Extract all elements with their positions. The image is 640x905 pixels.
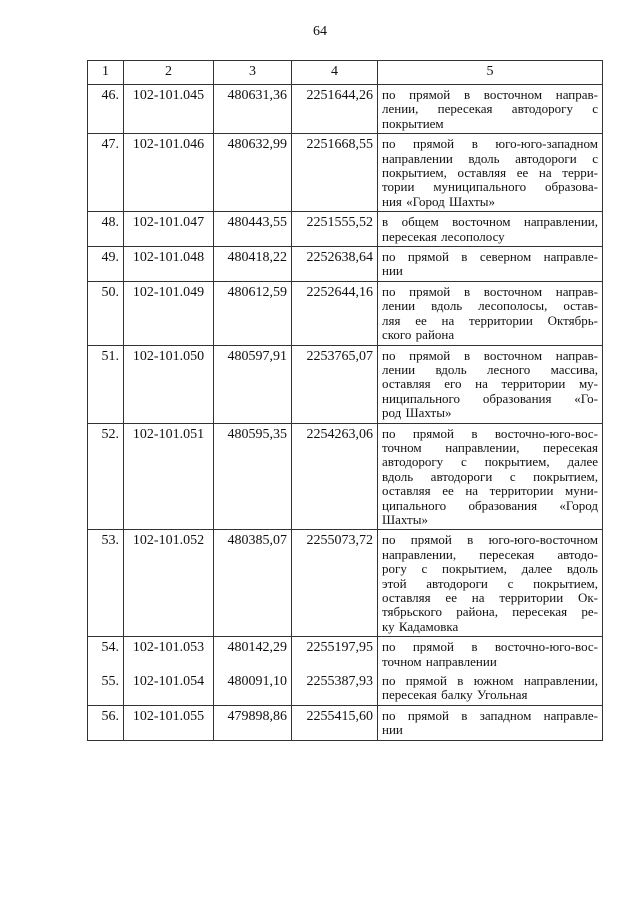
- table-row: [88, 423, 603, 530]
- x-coordinate: 480443,55: [214, 212, 292, 247]
- x-coordinate: 480091,10: [214, 671, 292, 705]
- y-coordinate: 2251668,55: [292, 134, 378, 212]
- x-coordinate: 480142,29: [214, 637, 292, 671]
- description-line: точном направлении: [382, 653, 497, 669]
- description-line: направлении, пересекая автодо-: [382, 546, 598, 562]
- x-coordinate: 480418,22: [214, 247, 292, 282]
- row-number: 51.: [88, 345, 124, 423]
- description-line: по прямой в южном направлении,: [382, 673, 598, 689]
- x-coordinate: 480631,36: [214, 85, 292, 134]
- y-coordinate: 2255387,93: [292, 671, 378, 705]
- description-line: нии: [382, 263, 403, 279]
- boundary-description: [378, 637, 603, 671]
- description-line: Шахты»: [382, 511, 428, 527]
- y-coordinate: 2251555,52: [292, 212, 378, 247]
- description-line: ского района: [382, 327, 455, 343]
- point-code: 102-101.050: [124, 345, 214, 423]
- boundary-description: [378, 423, 603, 530]
- description-line: по прямой в восточно-юго-вос-: [382, 425, 598, 441]
- y-coordinate: 2252638,64: [292, 247, 378, 282]
- x-coordinate: 480595,35: [214, 423, 292, 530]
- x-coordinate: 480597,91: [214, 345, 292, 423]
- description-line: по прямой в восточном направ-: [382, 347, 598, 363]
- point-code: 102-101.052: [124, 530, 214, 637]
- row-number: 47.: [88, 134, 124, 212]
- row-number: 49.: [88, 247, 124, 282]
- boundary-points-table: [87, 60, 603, 741]
- point-code: 102-101.051: [124, 423, 214, 530]
- point-code: 102-101.046: [124, 134, 214, 212]
- table-row: [88, 247, 603, 282]
- description-line: ниципального образования «Го-: [382, 390, 598, 406]
- table-row: [88, 85, 603, 134]
- y-coordinate: 2255415,60: [292, 705, 378, 740]
- y-coordinate: 2255197,95: [292, 637, 378, 671]
- row-number: 56.: [88, 705, 124, 740]
- x-coordinate: 480632,99: [214, 134, 292, 212]
- description-line: вдоль автодороги с покрытием,: [382, 468, 598, 484]
- description-line: пересекая балку Угольная: [382, 687, 528, 703]
- column-header: 5: [378, 61, 603, 85]
- table-row: [88, 671, 603, 705]
- row-number: 52.: [88, 423, 124, 530]
- description-line: нии: [382, 722, 403, 738]
- y-coordinate: 2253765,07: [292, 345, 378, 423]
- description-line: по прямой в восточном направ-: [382, 283, 598, 299]
- table-row: [88, 134, 603, 212]
- y-coordinate: 2252644,16: [292, 281, 378, 345]
- description-line: по прямой в северном направле-: [382, 249, 598, 265]
- description-line: по прямой в восточно-юго-вос-: [382, 639, 598, 655]
- description-line: ляя ее на территории Октябрь-: [382, 312, 598, 328]
- description-line: по прямой в западном направле-: [382, 707, 598, 723]
- description-line: оставляя ее на территории муни-: [382, 483, 598, 499]
- x-coordinate: 480385,07: [214, 530, 292, 637]
- description-line: лении, пересекая автодорогу с: [382, 101, 598, 117]
- row-number: 55.: [88, 671, 124, 705]
- description-line: лении вдоль лесополосы, остав-: [382, 298, 598, 314]
- row-number: 50.: [88, 281, 124, 345]
- x-coordinate: 479898,86: [214, 705, 292, 740]
- column-header: 3: [214, 61, 292, 85]
- description-line: по прямой в восточном направ-: [382, 87, 598, 102]
- table-row: [88, 530, 603, 637]
- point-code: 102-101.055: [124, 705, 214, 740]
- row-number: 48.: [88, 212, 124, 247]
- x-coordinate: 480612,59: [214, 281, 292, 345]
- description-line: по прямой в юго-юго-западном: [382, 136, 598, 152]
- point-code: 102-101.045: [124, 85, 214, 134]
- table-body: [88, 85, 603, 741]
- boundary-description: [378, 345, 603, 423]
- description-line: оставляя ее на территории Ок-: [382, 590, 598, 605]
- description-line: род Шахты»: [382, 405, 452, 421]
- row-number: 54.: [88, 637, 124, 671]
- table-row: [88, 637, 603, 671]
- page-number: 64: [313, 24, 327, 39]
- point-code: 102-101.047: [124, 212, 214, 247]
- column-header: 1: [88, 61, 124, 85]
- point-code: 102-101.049: [124, 281, 214, 345]
- table-header-row: [88, 61, 603, 85]
- description-line: тории муниципального образова-: [382, 179, 598, 195]
- description-line: пересекая лесополосу: [382, 228, 505, 244]
- description-line: этой автодороги с покрытием,: [382, 575, 598, 591]
- description-line: рогу с покрытием, далее вдоль: [382, 561, 598, 577]
- description-line: покрытием, оставляя ее на терри-: [382, 165, 598, 181]
- description-line: тябрьского района, пересекая ре-: [382, 604, 598, 620]
- boundary-description: [378, 85, 603, 134]
- column-header: 4: [292, 61, 378, 85]
- table-row: [88, 212, 603, 247]
- table-row: [88, 705, 603, 740]
- table-row: [88, 345, 603, 423]
- boundary-description: [378, 705, 603, 740]
- column-header: 2: [124, 61, 214, 85]
- point-code: 102-101.048: [124, 247, 214, 282]
- table-row: [88, 281, 603, 345]
- description-line: ния «Город Шахты»: [382, 193, 495, 209]
- boundary-description: [378, 247, 603, 282]
- description-line: ку Кадамовка: [382, 618, 459, 634]
- row-number: 53.: [88, 530, 124, 637]
- boundary-description: [378, 212, 603, 247]
- description-line: по прямой в юго-юго-восточном: [382, 532, 598, 548]
- description-line: в общем восточном направлении,: [382, 214, 598, 230]
- description-line: точном направлении, пересекая: [382, 439, 598, 455]
- point-code: 102-101.053: [124, 637, 214, 671]
- description-line: лении вдоль лесного массива,: [382, 361, 598, 377]
- boundary-description: [378, 134, 603, 212]
- description-line: оставляя его на территории му-: [382, 376, 598, 392]
- description-line: направлении вдоль автодороги с: [382, 150, 598, 166]
- y-coordinate: 2254263,06: [292, 423, 378, 530]
- point-code: 102-101.054: [124, 671, 214, 705]
- boundary-description: [378, 281, 603, 345]
- boundary-description: [378, 671, 603, 705]
- row-number: 46.: [88, 85, 124, 134]
- description-line: покрытием: [382, 115, 444, 131]
- y-coordinate: 2255073,72: [292, 530, 378, 637]
- y-coordinate: 2251644,26: [292, 85, 378, 134]
- boundary-description: [378, 530, 603, 637]
- description-line: автодорогу с покрытием, далее: [382, 454, 598, 470]
- description-line: ципального образования «Город: [382, 497, 598, 513]
